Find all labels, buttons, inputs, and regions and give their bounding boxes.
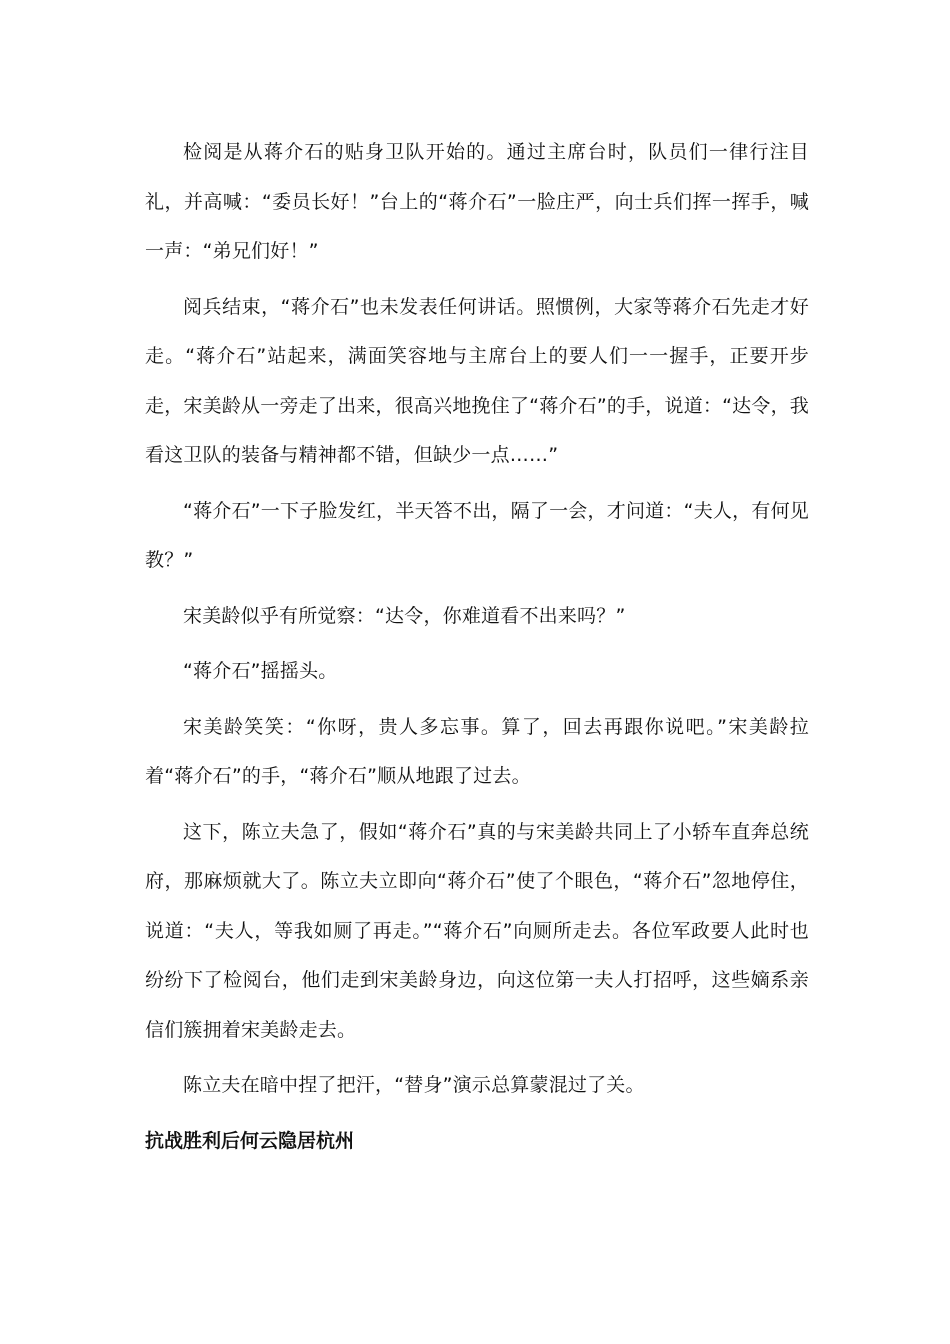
paragraph-3: “蒋介石”一下子脸发红，半天答不出，隔了一会，才问道：“夫人，有何见教？” — [145, 499, 809, 571]
paragraph-4: 宋美龄似乎有所觉察：“达令，你难道看不出来吗？” — [183, 604, 626, 627]
paragraph-6: 宋美龄笑笑：“你呀，贵人多忘事。算了，回去再跟你说吧。”宋美龄拉着“蒋介石”的手，“蒋介石”顺从地跟了过去。 — [145, 715, 809, 787]
paragraph-1: 检阅是从蒋介石的贴身卫队开始的。通过主席台时，队员们一律行注目礼，并高喊：“委员长好！”台上的“蒋介石”一脸庄严，向士兵们挥一挥手，喊一声：“弟兄们好！” — [145, 141, 809, 262]
paragraph-2: 阅兵结束，“蒋介石”也未发表任何讲话。照惯例，大家等蒋介石先走才好走。“蒋介石”站起来，满面笑容地与主席台上的要人们一一握手，正要开步走，宋美龄从一旁走了出来，很高兴地挽住了“蒋介石”的手，说道：“达令，我看这卫队的装备与精神都不错，但缺少一点……” — [145, 295, 809, 466]
paragraph-8: 陈立夫在暗中捏了把汗，“替身”演示总算蒙混过了关。 — [183, 1074, 645, 1096]
document-body — [145, 128, 809, 1166]
paragraph-7: 这下，陈立夫急了，假如“蒋介石”真的与宋美龄共同上了小轿车直奔总统府，那麻烦就大了。陈立夫立即向“蒋介石”使了个眼色，“蒋介石”忽地停住，说道：“夫人，等我如厕了再走。”“蒋介石”向厕所走去。各位军政要人此时也纷纷下了检阅台，他们走到宋美龄身边，向这位第一夫人打招呼，这些嫡系亲信们簇拥着宋美龄走去。 — [145, 820, 809, 1041]
section-heading: 抗战胜利后何云隐居杭州 — [145, 1129, 355, 1152]
paragraph-5: “蒋介石”摇摇头。 — [183, 660, 338, 682]
